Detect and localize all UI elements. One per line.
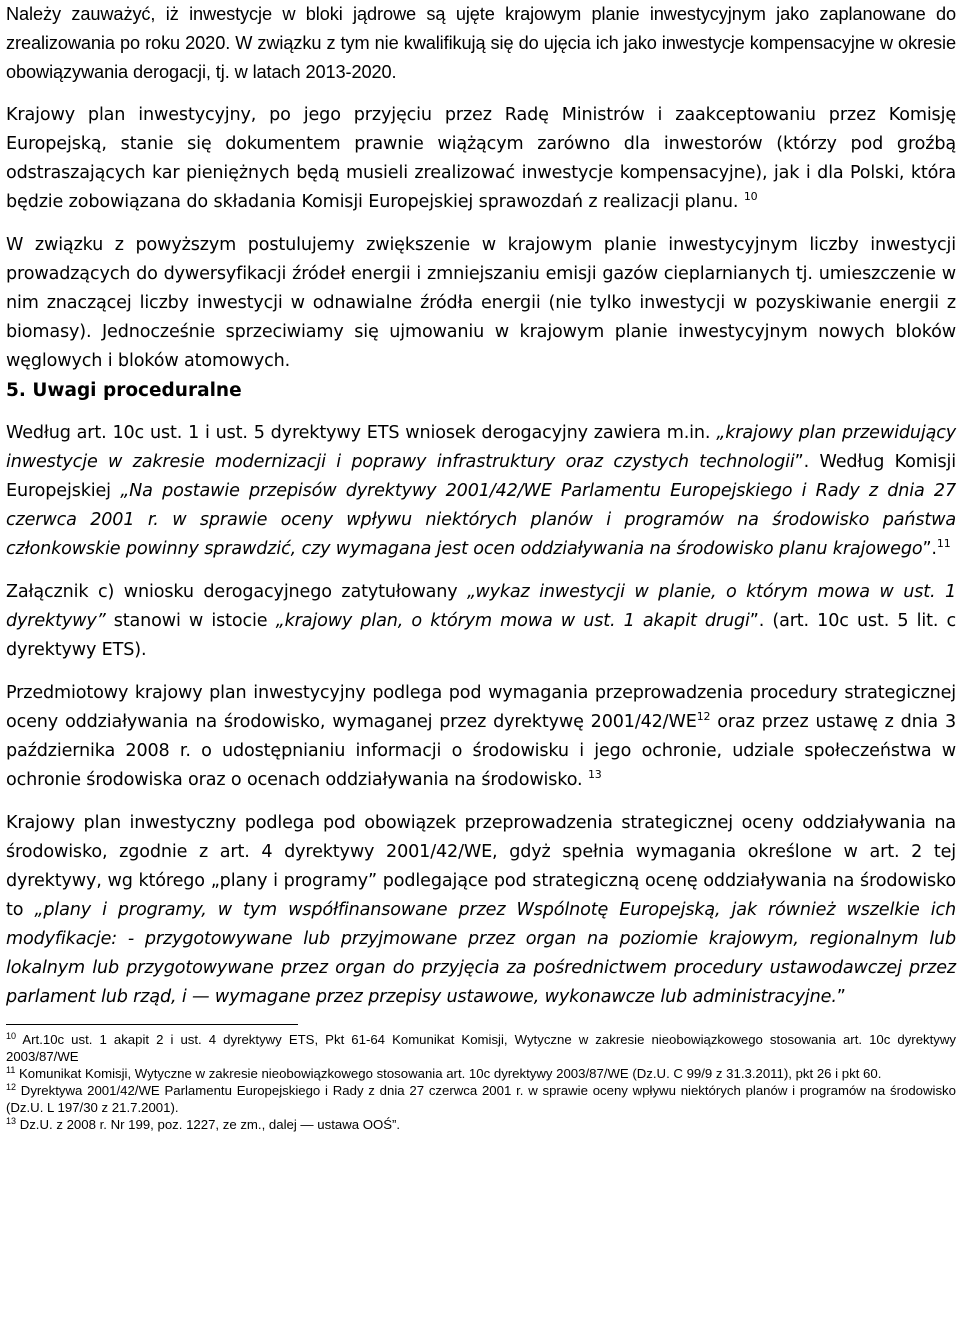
text-run: ”. (art. 10c ust. 5 lit. c dyrektywy ETS). [6,611,956,660]
paragraph-procedural-1 [6,419,956,564]
quote-plan-paragraph: „krajowy plan, o którym mowa w ust. 1 akapit drugi [275,611,750,631]
text-run: Załącznik c) wniosku derogacyjnego zatytułowany [6,582,468,602]
footnote-number: 12 [6,1082,17,1092]
section-heading: 5. Uwagi proceduralne [6,380,242,401]
footnote-ref-12[interactable]: 12 [696,710,711,723]
paragraph-intro: Należy zauważyć, iż inwestycje w bloki jądrowe są ujęte krajowym planie inwestycyjnym jako zaplanowane do zrealizowania po roku 2020. W związku z tym nie kwalifikują się do ujęcia ich jako inwestycje kompensacyjne w okresie obowiązywania derogacji, tj. w latach 2013-2020. [6,4,956,82]
footnote-text: Art.10c ust. 1 akapit 2 i ust. 4 dyrektywy ETS, Pkt 61-64 Komunikat Komisji, Wytyczne w zakresie nieobowiązkowego stosowania art. 10c dyrektywy 2003/87/WE [6,1032,957,1064]
quote-directive-definition: „plany i programy, w tym współfinansowane przez Wspólnotę Europejską, jak również wszelkie ich modyfikacje: - przygotowywane lub przyjmowane przez organ na poziomie krajowym, regionalnym lub lokalnym lub przygotowywane przez organ do przyjęcia za pośrednictwem procedury ustawodawczej przez parlament lub rząd, i — wymagane przez przepisy ustawowe, wykonawcze lub administracyjne. [6,900,956,1007]
text-run: Według art. 10c ust. 1 i ust. 5 dyrektywy ETS wniosek derogacyjny zawiera m.in. [6,423,717,443]
quote-national-plan: „krajowy plan przewidujący inwestycje w zakresie modernizacji i poprawy infrastruktury oraz czystych technologii [6,423,957,472]
text-run: ”. Według Komisji Europejskiej [6,452,957,501]
footnote-13 [6,1116,956,1133]
footnote-text: Dz.U. z 2008 r. Nr 199, poz. 1227, ze zm., dalej — ustawa OOŚ”. [19,1117,401,1132]
text-run: ” [836,987,846,1007]
footnote-separator [6,1024,298,1025]
paragraph-procedural-3 [6,679,956,795]
footnote-ref-10[interactable]: 10 [743,190,758,203]
footnote-text: Dyrektywa 2001/42/WE Parlamentu Europejskiego i Rady z dnia 27 czerwca 2001 r. w sprawie oceny wpływu niektórych planów i programów na środowisko (Dz.U. L 197/30 z 21.7.2001). [6,1083,956,1115]
paragraph-procedural-4 [6,809,956,1012]
footnote-text: Komunikat Komisji, Wytyczne w zakresie nieobowiązkowego stosowania art. 10c dyrektywy 2003/87/WE (Dz.U. C 99/9 z 31.3.2011), pkt 26 i pkt 60. [19,1066,882,1081]
footnote-number: 10 [6,1031,17,1041]
footnote-number: 11 [6,1065,16,1075]
quote-commission: „Na postawie przepisów dyrektywy 2001/42/WE Parlamentu Europejskiego i Rady z dnia 27 czerwca 2001 r. w sprawie oceny wpływu niektórych planów i programów na środowisko państwa członkowskie powinny sprawdzić, czy wymagana jest ocen oddziaływania na środowisko planu krajowego [6,481,956,559]
text-run: Krajowy plan inwestyczny podlega pod obowiązek przeprowadzenia strategicznej oceny oddziaływania na środowisko, zgodnie z art. 4 dyrektywy 2001/42/WE, gdyż spełnia wymagania określone w art. 2 tej dyrektywy, wg którego „plany i programy” podlegające pod strategiczną ocenę oddziaływania na środowisko to [6,813,956,920]
text-run: ”. [922,539,937,559]
text-run: oraz przez ustawę z dnia 3 października 2008 r. o udostępnianiu informacji o środowisku i jego ochronie, udziale społeczeństwa w ochronie środowiska oraz o ocenach oddziaływania na środowisko. [6,712,956,790]
text-run: Przedmiotowy krajowy plan inwestycyjny podlega pod wymagania przeprowadzenia procedury strategicznej oceny oddziaływania na środowisko, wymaganej przez dyrektywę 2001/42/WE [6,683,956,732]
footnote-10 [6,1031,956,1065]
footnote-ref-11[interactable]: 11 [936,537,951,550]
paragraph-procedural-2 [6,578,956,665]
paragraph-investment-plan-text: Krajowy plan inwestycyjny, po jego przyjęciu przez Radę Ministrów i zaakceptowaniu przez Komisję Europejską, stanie się dokumentem prawnie wiążącym zarówno dla inwestorów (którzy pod groźbą odstraszających kar pieniężnych będą musieli zrealizować inwestycje kompensacyjne), jak i dla Polski, która będzie zobowiązana do składania Komisji Europejskiej sprawozdań z realizacji planu. [6,105,956,212]
footnote-11 [6,1065,956,1082]
paragraph-postulate: W związku z powyższym postulujemy zwiększenie w krajowym planie inwestycyjnym liczby inwestycji prowadzących do dywersyfikacji źródeł energii i zmniejszaniu emisji gazów cieplarnianych tj. umieszczenie w nim znaczącej liczby inwestycji w odnawialne źródła energii (nie tylko inwestycji w pozyskiwanie energii z biomasy). Jednocześnie sprzeciwiamy się ujmowaniu w krajowym planie inwestycyjnym nowych bloków węglowych i bloków atomowych. [6,235,956,371]
footnote-number: 13 [6,1116,17,1126]
paragraph-investment-plan [6,101,956,217]
footnote-ref-13[interactable]: 13 [587,768,602,781]
document-page [6,0,956,1133]
text-run: stanowi w istocie [105,611,276,631]
quote-investment-list: „wykaz inwestycji w planie, o którym mowa w ust. 1 dyrektywy” [6,582,956,631]
footnote-12 [6,1082,956,1116]
